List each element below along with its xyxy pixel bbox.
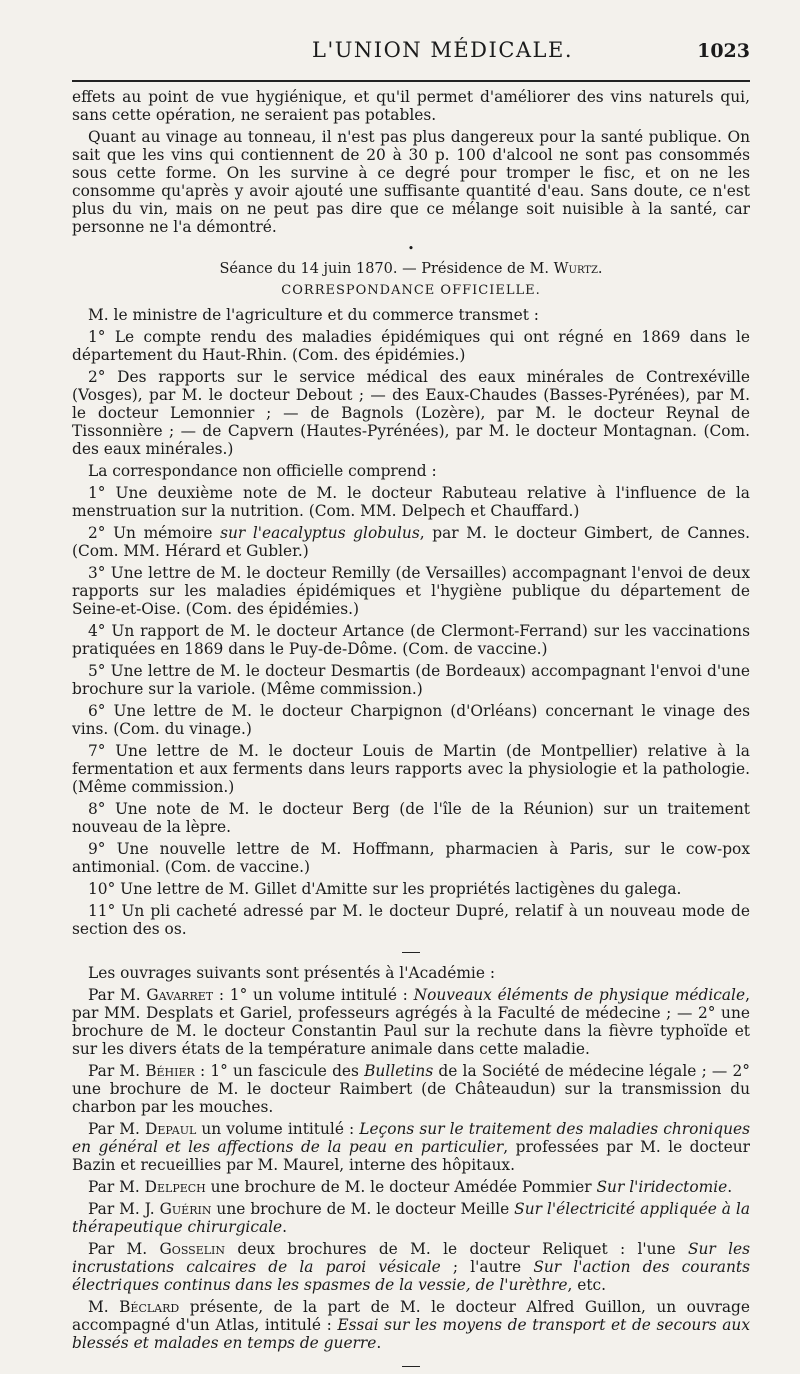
work-text: ; l'autre [440,1258,534,1276]
end-separator [72,1356,750,1374]
work-title: Bulletins [364,1062,434,1080]
works-intro: Les ouvrages suivants sont présentés à l'Académie : [88,964,496,982]
work-title: Sur l'action des courants électriques continus dans les spasmes de la vessie, de l'urèthre [72,1258,750,1294]
presenter-name: Béhier [145,1062,195,1080]
unofficial-item-5: 5° Une lettre de M. le docteur Desmartis (de Bordeaux) accompagnant l'envoi d'une brochure sur la variole. (Même commission.) [72,662,750,698]
presenter-name: Gosselin [159,1240,226,1258]
work-text: , etc. [567,1276,607,1294]
unofficial-item-9: 9° Une nouvelle lettre de M. Hoffmann, pharmacien à Paris, sur le cow-pox antimonial. (Com. de vaccine.) [72,840,750,876]
work-text: une brochure de M. le docteur Amédée Pommier [205,1178,597,1196]
unofficial-item-4: 4° Un rapport de M. le docteur Artance (de Clermont-Ferrand) sur les vaccinations pratiquées en 1869 dans le Puy-de-Dôme. (Com. de vaccine.) [72,622,750,658]
work-title: Leçons sur le traitement des maladies chroniques en général et les affections de la peau en particulier [72,1120,750,1156]
work-lead: Par M. [88,1178,145,1196]
official-item-2: 2° Des rapports sur le service médical des eaux minérales de Contrexéville (Vosges), par M. le docteur Debout ; — des Eaux-Chaudes (Basses-Pyrénées), par M. le docteur Lemonnier ; — de Bagnols (Lozère), par M. le docteur Reynal de Tissonnière ; — de Capvern (Hautes-Pyrénées), par M. le docteur Montagnan. (Com. des eaux minérales.) [72,368,750,458]
work-beclard [72,1298,750,1352]
unofficial-item-2-title: sur l'eacalyptus globulus [220,524,420,542]
work-title: Essai sur les moyens de transport et de secours aux blessés et malades en temps de guerre [72,1316,750,1352]
session-heading-end: . [597,261,603,277]
presenter-name: Béclard [119,1298,180,1316]
presenter-name: Depaul [145,1120,197,1138]
presenter-name: Gavarret [146,986,214,1004]
work-behier [72,1062,750,1116]
presenter-name: Delpech [144,1178,206,1196]
section-title-official: CORRESPONDANCE OFFICIELLE. [281,283,541,298]
unofficial-item-10: 10° Une lettre de M. Gillet d'Amitte sur les propriétés lactigènes du galega. [88,880,682,898]
work-lead: Par M. [88,986,147,1004]
session-marker: • [407,242,415,255]
work-guerin [72,1200,750,1236]
section-separator [72,942,750,960]
unofficial-item-2-a: 2° Un mémoire [88,524,221,542]
work-text: , par MM. Desplats et Gariel, professeurs agrégés à la Faculté de médecine ; — 2° une brochure de M. le docteur Constantin Paul sur la rechute dans la fièvre typhoïde et sur les divers états de la température animale dans cette maladie. [72,986,750,1058]
unofficial-item-2-c: , par M. le docteur Gimbert, de Cannes. (Com. MM. Hérard et Gubler.) [72,524,751,560]
work-text: : 1° un fascicule des [194,1062,365,1080]
unofficial-intro: La correspondance non officielle comprend : [88,462,437,480]
work-title: Sur l'électricité appliquée à la thérapeutique chirurgicale [72,1200,750,1236]
work-lead: Par M. [88,1062,146,1080]
work-gosselin [72,1240,750,1294]
work-text: un volume intitulé : [196,1120,360,1138]
official-intro: M. le ministre de l'agriculture et du commerce transmet : [88,306,539,324]
running-head [72,38,750,72]
work-lead: Par M. J. [88,1200,160,1218]
work-lead: Par M. [88,1120,146,1138]
work-title: Sur les incrustations calcaires de la paroi vésicale [72,1240,751,1276]
unofficial-item-7: 7° Une lettre de M. le docteur Louis de Martin (de Montpellier) relative à la fermentation et aux ferments dans leurs rapports avec la physiologie et la pathologie. (Même commission.) [72,742,750,796]
page-number: 1023 [697,40,750,62]
presenter-name: Guérin [159,1200,212,1218]
header-rule [72,80,750,82]
work-gavarret [72,986,750,1058]
work-lead: Par M. [88,1240,160,1258]
work-text: . [282,1218,288,1236]
work-lead: M. [88,1298,120,1316]
paragraph-intro-2: Quant au vinage au tonneau, il n'est pas plus dangereux pour la santé publique. On sait que les vins qui contiennent de 20 à 30 p. 100 d'alcool ne sont pas consommés sous cette forme. On les survine à ce degré pour tromper le fisc, et on ne les consomme qu'après y avoir ajouté une suffisante quantité d'eau. Sans doute, ce n'est plus du vin, mais on ne peut pas dire que ce mélange soit nuisible à la santé, car personne ne l'a démontré. [72,128,750,236]
article-body [72,88,750,1374]
unofficial-item-2 [72,524,750,560]
work-text: de la Société de médecine légale ; — 2° une brochure de M. le docteur Raimbert (de Châteaudun) sur la transmission du charbon par les mouches. [72,1062,750,1116]
work-title: Sur l'iridectomie [596,1178,728,1196]
unofficial-item-1: 1° Une deuxième note de M. le docteur Rabuteau relative à l'influence de la menstruation sur la nutrition. (Com. MM. Delpech et Chauffard.) [72,484,750,520]
work-text: : 1° un volume intitulé : [213,986,414,1004]
work-text: présente, de la part de M. le docteur Alfred Guillon, un ouvrage accompagné d'un Atlas, intitulé : [72,1298,751,1334]
session-heading [72,261,750,277]
unofficial-item-11: 11° Un pli cacheté adressé par M. le docteur Dupré, relatif à un nouveau mode de section des os. [72,902,750,938]
session-heading-text: Séance du 14 juin 1870. — Présidence de M. [219,261,554,277]
unofficial-item-8: 8° Une note de M. le docteur Berg (de l'île de la Réunion) sur un traitement nouveau de la lèpre. [72,800,750,836]
work-text: . [727,1178,733,1196]
official-item-1: 1° Le compte rendu des maladies épidémiques qui ont régné en 1869 dans le département du Haut-Rhin. (Com. des épidémies.) [72,328,750,364]
work-delpech [72,1178,750,1196]
work-depaul [72,1120,750,1174]
journal-title: L'UNION MÉDICALE. [312,38,574,62]
work-text: une brochure de M. le docteur Meille [211,1200,515,1218]
work-text: . [376,1334,382,1352]
unofficial-item-3: 3° Une lettre de M. le docteur Remilly (de Versailles) accompagnant l'envoi de deux rapports sur les maladies épidémiques et l'hygiène publique du département de Seine-et-Oise. (Com. des épidémies.) [72,564,750,618]
work-title: Nouveaux éléments de physique médicale [413,986,746,1004]
unofficial-item-6: 6° Une lettre de M. le docteur Charpignon (d'Orléans) concernant le vinage des vins. (Com. du vinage.) [72,702,750,738]
work-text: deux brochures de M. le docteur Reliquet : l'une [225,1240,688,1258]
paragraph-intro-1: effets au point de vue hygiénique, et qu'il permet d'améliorer des vins naturels qui, sans cette opération, ne seraient pas potables. [72,88,750,124]
work-text: , professées par M. le docteur Bazin et recueillies par M. Maurel, interne des hôpitaux. [72,1138,750,1174]
president-name: Wurtz [553,261,598,277]
